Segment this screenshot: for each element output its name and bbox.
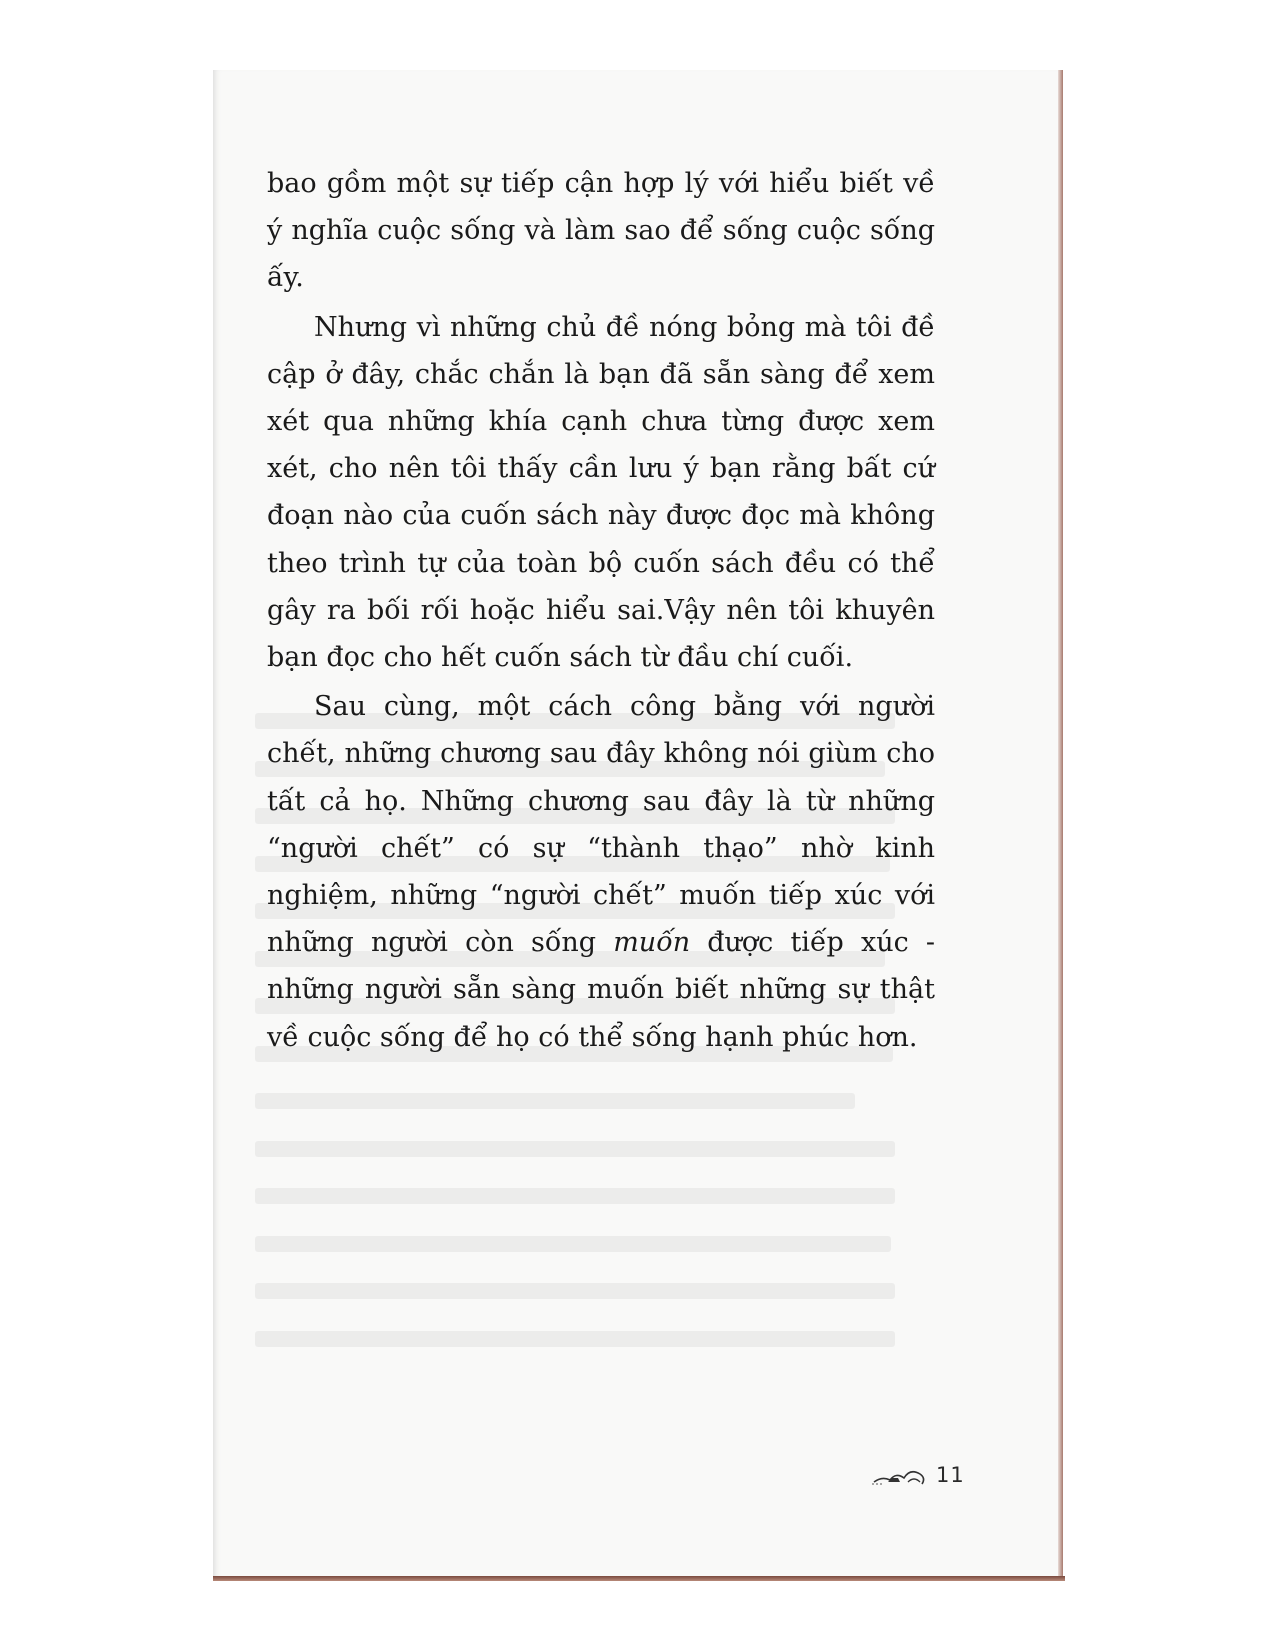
paragraph-text: Sau cùng, một cách công bằng với người chết, những chương sau đây không nói giùm cho tất cả họ. Những chương sau đây là từ những “người chết” có sự “thành thạo” nhờ kinh nghiệm, những “người chết” muốn tiếp xúc với những người còn sống	[267, 691, 935, 959]
page-edge-bottom	[213, 1576, 1065, 1581]
page-edge-right	[1058, 70, 1063, 1578]
page-footer	[870, 1460, 965, 1490]
page-number: 11	[936, 1463, 965, 1487]
paragraph-text: bao gồm một sự tiếp cận hợp lý với hiểu biết về ý nghĩa cuộc sống và làm sao để sống cuộc sống ấy.	[267, 168, 935, 294]
paragraph-1	[267, 160, 935, 302]
paragraph-2	[267, 304, 935, 682]
book-ornament-icon	[870, 1462, 930, 1488]
paragraph-text: được tiếp xúc - những người sẵn sàng muốn biết những sự thật về cuộc sống để họ có thể sống hạnh phúc hơn.	[267, 927, 935, 1053]
body-text	[267, 160, 935, 1061]
emphasis-text: muốn	[613, 927, 691, 959]
paragraph-3	[267, 683, 935, 1061]
paragraph-text: Nhưng vì những chủ đề nóng bỏng mà tôi đề cập ở đây, chắc chắn là bạn đã sẵn sàng để xem xét qua những khía cạnh chưa từng được xem xét, cho nên tôi thấy cần lưu ý bạn rằng bất cứ đoạn nào của cuốn sách này được đọc mà không theo trình tự của toàn bộ cuốn sách đều có thể gây ra bối rối hoặc hiểu sai.Vậy nên tôi khuyên bạn đọc cho hết cuốn sách từ đầu chí cuối.	[267, 311, 935, 674]
